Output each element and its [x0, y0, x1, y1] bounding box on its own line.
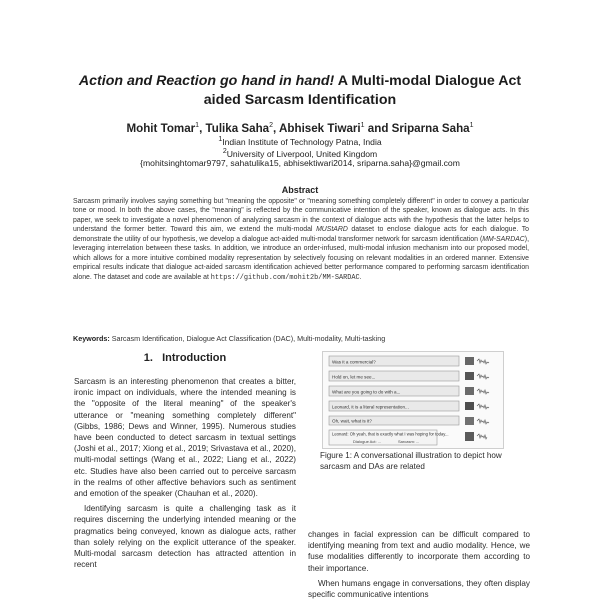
dialogue-row-1: [329, 356, 489, 366]
keywords-label: Keywords:: [73, 334, 110, 343]
dialogue-row-text: Hold on, let me see...: [332, 374, 376, 380]
abstract-text: dataset to enclose dialogue acts for each dialogue. To demonstrate the utility of our hypothesis, we develop a dialogue act-aided multi-modal transformer network for sarcasm identification (: [73, 226, 529, 243]
section-number: 1.: [143, 352, 153, 364]
intro-paragraph: Identifying sarcasm is quite a challenging task as it requires discerning the underlying intended meaning or the pragmatics being conveyed, known as dialogue acts, rather than solely relying on the explicit utterance of the speaker. Multi-modal sarcasm detection has attracted attention in recent: [74, 504, 296, 570]
dialogue-row-text: Was it a commercial?: [332, 359, 376, 365]
speaker-avatar: [465, 357, 474, 365]
abstract-heading: Abstract: [281, 185, 319, 195]
target-dialogue-act-label: Dialogue Act: ...: [353, 438, 382, 444]
section-title: Introduction: [162, 352, 227, 364]
dataset-name: MUStARD: [316, 226, 348, 234]
audio-waveform-icon: [477, 389, 489, 394]
dialogue-row-2: [329, 371, 489, 381]
abstract-end: .: [359, 273, 362, 281]
intro-paragraph: When humans engage in conversations, they often display specific communicative intentions: [308, 578, 530, 600]
model-name: MM-SARDAC: [482, 235, 525, 243]
abstract-text: Sarcasm primarily involves saying something but "meaning the opposite" or "meaning something completely different" in order to convey a particular tone or mood. In both the above cases, the "meaning" is reflected by the communicative intention of the speaker, known as dialogue acts. In this paper, we seek to investigate a novel phenomenon of analyzing sarcasm in the context of dialogue acts with the hypothesis that the latter helps to understand the former better. Toward this aim, we extend the multi-modal: [73, 198, 529, 234]
title-italic: Action and Reaction go hand in hand!: [78, 73, 335, 89]
dialogue-row-3: [329, 386, 489, 396]
keywords: [73, 334, 529, 344]
affil-mark: 1: [218, 136, 223, 143]
author-name: Abhisek Tiwari: [279, 121, 361, 135]
author-separator: and: [364, 121, 392, 135]
dialogue-row-5: [329, 416, 489, 425]
abstract-body: [73, 197, 529, 283]
intro-left-column: [74, 376, 296, 570]
conversation-diagram: [323, 352, 503, 448]
figure-caption: Figure 1: A conversational illustration to depict how sarcasm and DAs are related: [320, 451, 502, 471]
affil-text: University of Liverpool, United Kingdom: [226, 148, 378, 159]
dialogue-row-text: Leonard, it is a literal representation...: [332, 404, 409, 410]
dialogue-row-text: Oh, wait, what is it?: [332, 418, 372, 424]
section-heading: [74, 352, 296, 364]
intro-paragraph: changes in facial expression can be difficult compared to identifying meaning from text and audio modality. Hence, we fuse modalities differently to incorporate them according to their importance.: [308, 530, 530, 573]
author-separator: ,: [199, 121, 206, 135]
intro-right-column: [308, 529, 530, 600]
speaker-avatar: [465, 417, 474, 425]
author-name: Sriparna Saha: [391, 121, 470, 135]
dialogue-row-text: What are you going to do with a...: [332, 389, 401, 395]
target-utterance-text: Leonard: Oh yeah, that is exactly what I was hoping for today...: [332, 431, 449, 437]
author-affil-mark: 1: [195, 122, 200, 129]
paper-title: [40, 72, 560, 110]
speaker-avatar: [465, 402, 474, 410]
affil-mark: 2: [222, 148, 227, 155]
audio-waveform-icon: [477, 374, 489, 379]
affil-text: Indian Institute of Technology Patna, India: [222, 136, 382, 147]
audio-waveform-icon: [477, 434, 487, 439]
target-sarcasm-label: Sarcasm: ...: [398, 438, 420, 444]
speaker-avatar: [465, 432, 474, 441]
keywords-text: Sarcasm Identification, Dialogue Act Classification (DAC), Multi-modality, Multi-tasking: [109, 334, 386, 343]
code-url-link[interactable]: https://github.com/mohit2b/MM-SARDAC: [210, 273, 360, 282]
speaker-avatar: [465, 387, 474, 395]
author-name: Tulika Saha: [205, 121, 270, 135]
author-emails: {mohitsinghtomar9797, sahatulika15, abhisektiwari2014, sriparna.saha}@gmail.com: [140, 158, 460, 168]
author-affil-mark: 2: [269, 122, 274, 129]
title-rest: A Multi-modal Dialogue Act: [334, 73, 522, 89]
audio-waveform-icon: [477, 359, 489, 364]
author-name: Mohit Tomar: [126, 121, 196, 135]
intro-paragraph: Sarcasm is an interesting phenomenon that creates a bitter, ironic impact on individuals, where the intended meaning is the "opposite of the literal meaning" of the speaker's utterance or "meaning something completely different" (Gibbs, 1986; Dews and Winner, 1995). Numerous studies have been conducted to detect sarcasm in textual settings (Joshi et al., 2017; Xiong et al., 2019; Srivastava et al., 2020), multi-modal settings (Wang et al., 2022; Liang et al., 2022) etc. Studies have also been carried out to perceive sarcasm in the realms of other affective behaviors such as sentiment and emotion of the speaker (Chauhan et al., 2020).: [74, 377, 296, 499]
target-utterance: [329, 430, 487, 445]
audio-waveform-icon: [477, 404, 489, 409]
speaker-avatar: [465, 372, 474, 380]
figure-1-illustration: [322, 351, 504, 449]
title-line2: aided Sarcasm Identification: [203, 92, 397, 108]
abstract-text: ), leveraging interrelation between these tasks. In addition, we introduce an order-infused, multi-modal infusion mechanism into our proposed model, which allows for a more intuitive combined modality representation by selectively focusing on relevant modalities in an ordered manner. Extensive empirical results indicate that dialogue act-aided sarcasm identification achieved better performance compared to performing sarcasm identification alone. The dataset and code are available at: [73, 235, 529, 281]
author-affil-mark: 1: [469, 122, 474, 129]
author-affil-mark: 1: [360, 122, 365, 129]
audio-waveform-icon: [477, 419, 489, 424]
author-separator: ,: [273, 121, 280, 135]
dialogue-row-4: [329, 401, 489, 411]
